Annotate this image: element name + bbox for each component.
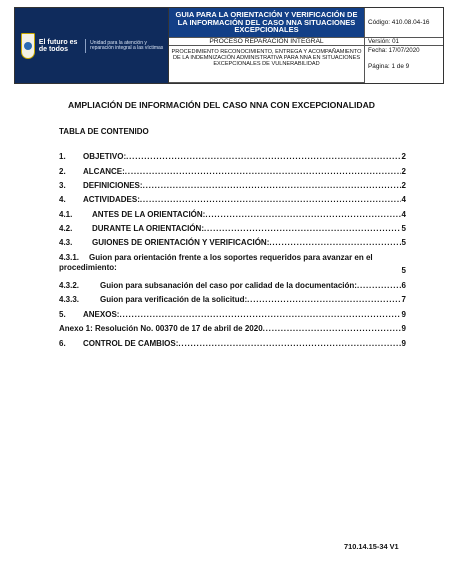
toc-number: 4.2. [59, 224, 73, 233]
toc-page: 9 [401, 324, 406, 333]
toc-entry[interactable] [59, 339, 406, 348]
coat-of-arms-icon [21, 33, 35, 59]
page-number: Página: 1 de 9 [368, 63, 410, 70]
process-name: PROCESO REPARACIÓN INTEGRAL [169, 38, 365, 46]
toc-number: 1. [59, 152, 66, 161]
toc-page: 6 [401, 281, 406, 290]
document-title: GUIA PARA LA ORIENTACIÓN Y VERIFICACIÓN DE LA INFORMACIÓN DEL CASO NNA SITUACIONES EXCEPCIONALES [169, 8, 365, 38]
toc-entry[interactable] [59, 281, 406, 290]
toc-number: 4.3.1. [59, 253, 80, 262]
page-title: AMPLIACIÓN DE INFORMACIÓN DEL CASO NNA CON EXCEPCIONALIDAD [68, 100, 375, 110]
toc-entry[interactable] [59, 195, 406, 204]
toc-text: Guion para orientación frente a los soportes requeridos para avanzar en el procedimiento: [59, 253, 373, 272]
toc-page: 9 [401, 339, 406, 348]
toc-number: 4. [59, 195, 66, 204]
toc-page: 4 [401, 210, 406, 219]
toc-text: ANTES DE LA ORIENTACIÓN: [92, 210, 206, 219]
toc-number: 3. [59, 181, 66, 190]
document-code: Código: 410.08.04-16 [365, 8, 443, 38]
toc-entry[interactable] [59, 253, 406, 275]
toc-entry[interactable] [59, 324, 406, 333]
toc-text: Guion para verificación de la solicitud: [100, 295, 248, 304]
toc-page: 5 [401, 238, 406, 247]
toc-page: 2 [401, 181, 406, 190]
toc-number: 6. [59, 339, 66, 348]
toc-text: GUIONES DE ORIENTACIÓN Y VERIFICACIÓN: [92, 238, 270, 247]
toc-text: ACTIVIDADES: [83, 195, 140, 204]
toc-text: OBJETIVO: [83, 152, 127, 161]
toc-number: 4.3.3. [59, 295, 80, 304]
footer-code: 710.14.15-34 V1 [344, 542, 399, 551]
document-header [14, 7, 444, 84]
procedure-name: PROCEDIMIENTO RECONOCIMIENTO, ENTREGA Y ACOMPAÑAMIENTO DE LA INDEMNIZACIÓN ADMINISTRATIVA PARA NNA EN SITUACIONES EXCEPCIONALES DE VULNERABILIDAD [169, 46, 365, 83]
toc-text: CONTROL DE CAMBIOS: [83, 339, 179, 348]
toc-text: ALCANCE: [83, 167, 125, 176]
toc-entry[interactable] [59, 167, 406, 176]
toc-text: DEFINICIONES: [83, 181, 143, 190]
toc-page: 4 [401, 195, 406, 204]
toc-page: 5 [401, 224, 406, 233]
toc-page: 9 [401, 310, 406, 319]
toc-number: 5. [59, 310, 66, 319]
toc-entry[interactable] [59, 295, 406, 304]
toc-entry[interactable] [59, 152, 406, 161]
toc-title: TABLA DE CONTENIDO [59, 127, 149, 136]
logo-text: El futuro es de todos [39, 39, 86, 53]
toc-number: 4.1. [59, 210, 73, 219]
logo-unit-text: Unidad para la atención y reparación integral a las víctimas [90, 39, 164, 51]
toc-entry[interactable] [59, 224, 406, 233]
toc-number: 2. [59, 167, 66, 176]
toc-entry[interactable] [59, 238, 406, 247]
toc-text: DURANTE LA ORIENTACIÓN: [92, 224, 204, 233]
toc-page: 2 [401, 152, 406, 161]
toc-entry[interactable] [59, 310, 406, 319]
toc-number: 4.3.2. [59, 281, 80, 290]
toc-page: 2 [401, 167, 406, 176]
document-date: Fecha: 17/07/2020 [368, 47, 420, 54]
toc-page: 7 [401, 295, 406, 304]
toc-number: 4.3. [59, 238, 73, 247]
toc-text: ANEXOS: [83, 310, 120, 319]
toc-text: Anexo 1: Resolución No. 00370 de 17 de abril de 2020 [59, 324, 263, 333]
toc-entry[interactable] [59, 210, 406, 219]
toc-text: Guion para subsanación del caso por calidad de la documentación: [100, 281, 357, 290]
logo-block [15, 8, 169, 83]
toc-page: 5 [401, 266, 406, 275]
toc-entry[interactable] [59, 181, 406, 190]
document-version: Versión: 01 [365, 38, 443, 46]
